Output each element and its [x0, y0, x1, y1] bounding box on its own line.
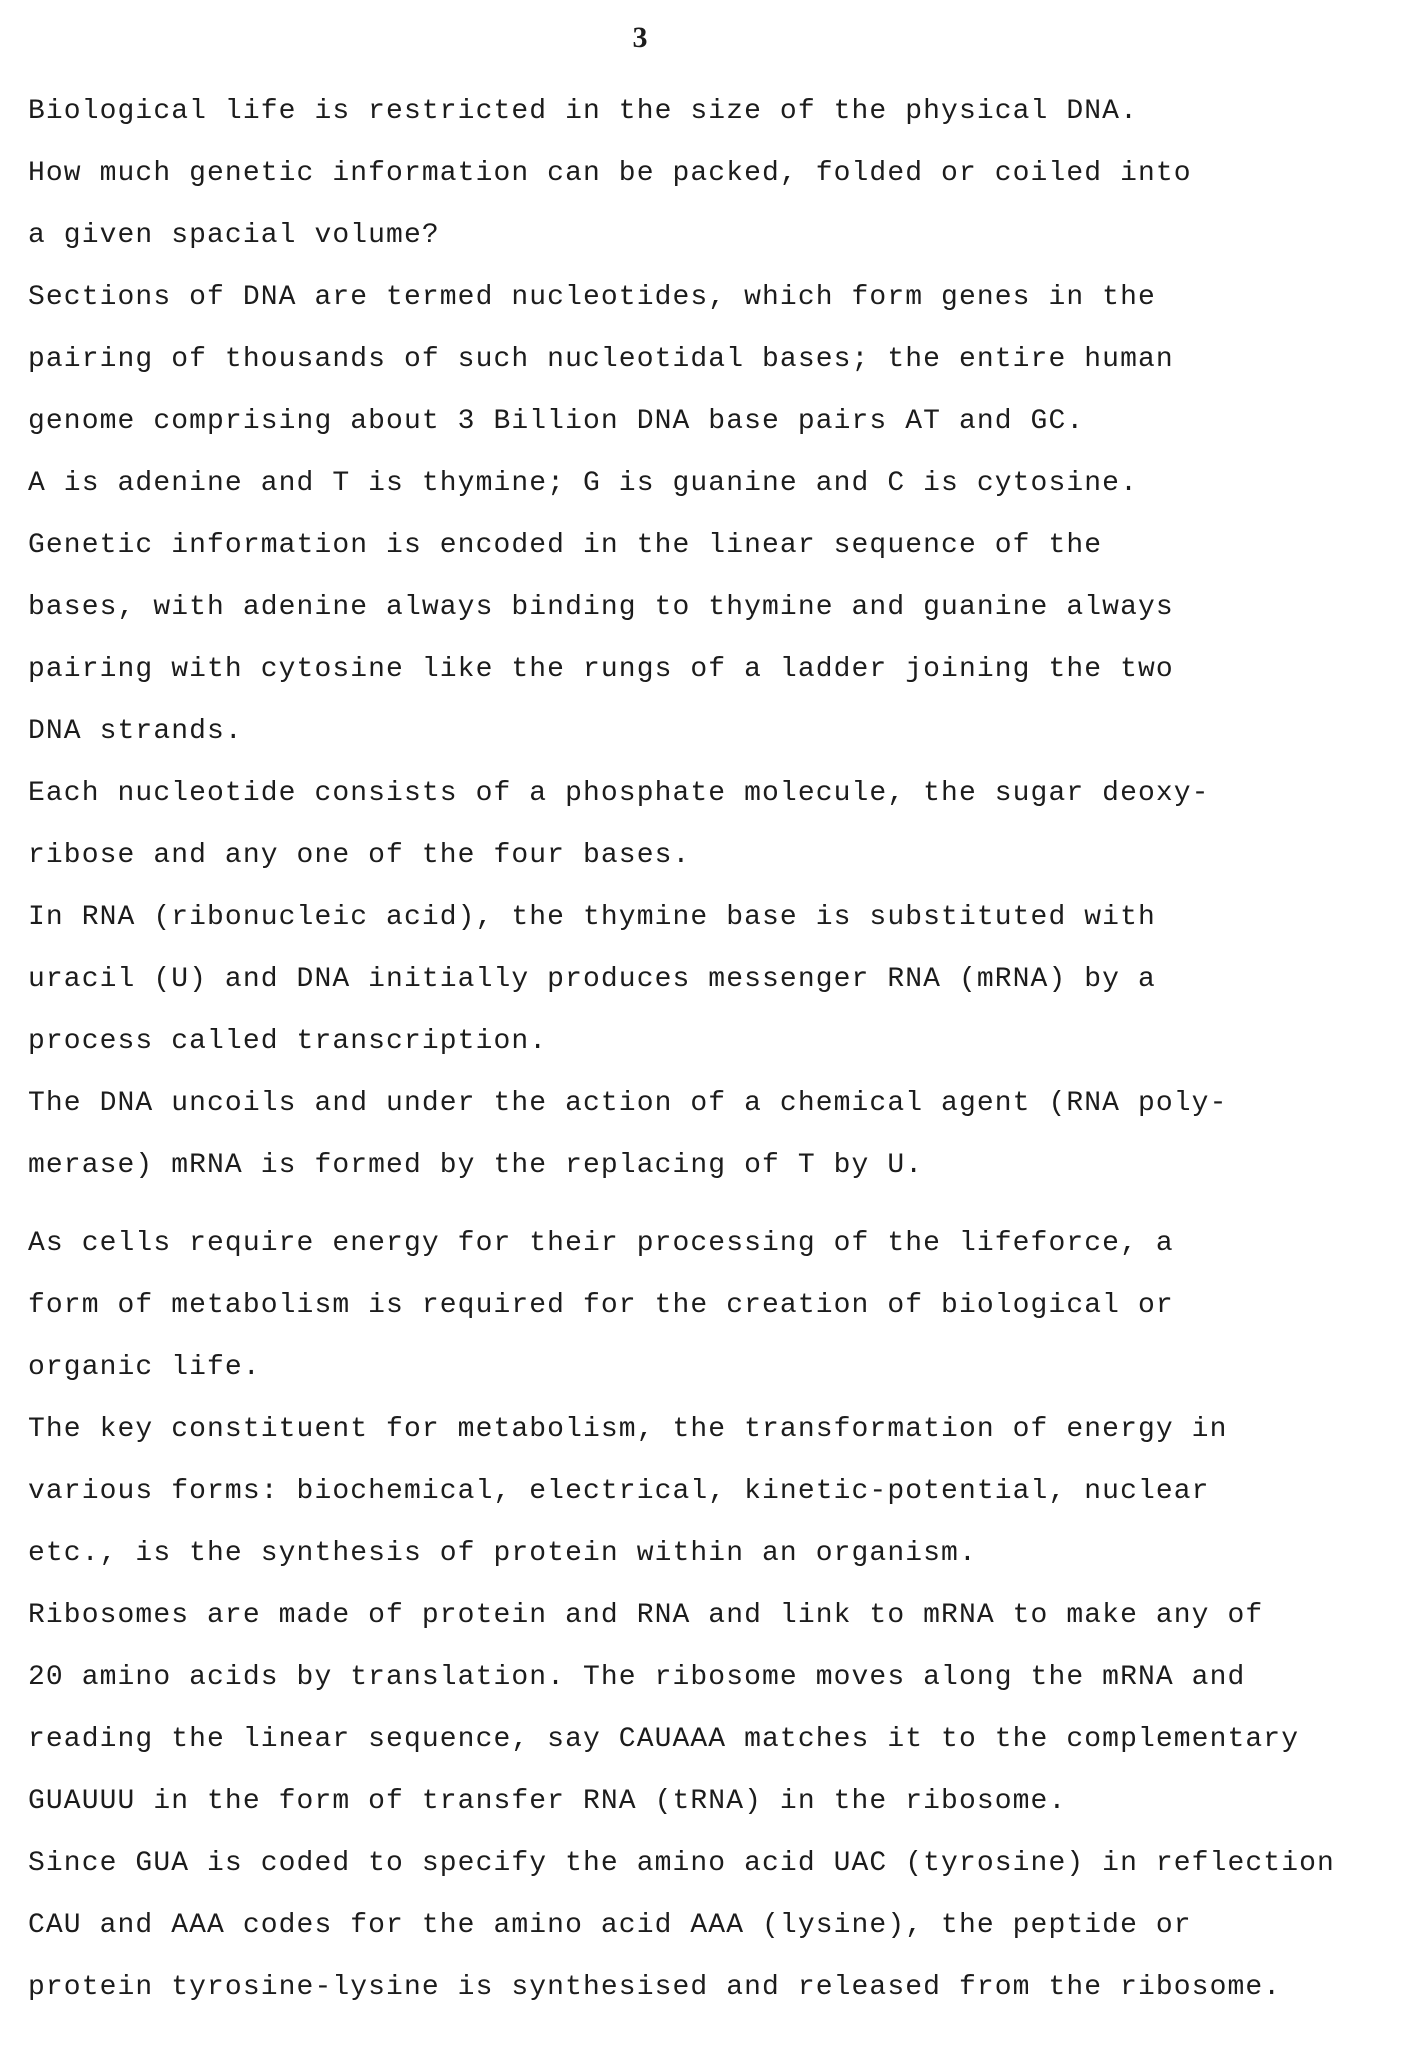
text-line: etc., is the synthesis of protein within an organism.: [28, 1538, 977, 1569]
text-line: process called transcription.: [28, 1026, 548, 1057]
text-line: uracil (U) and DNA initially produces messenger RNA (mRNA) by a: [28, 964, 1156, 995]
text-line: pairing with cytosine like the rungs of a ladder joining the two: [28, 654, 1174, 685]
text-line: genome comprising about 3 Billion DNA base pairs AT and GC.: [28, 406, 1085, 437]
text-line: ribose and any one of the four bases.: [28, 840, 691, 871]
text-line: Genetic information is encoded in the linear sequence of the: [28, 530, 1103, 561]
text-line: Ribosomes are made of protein and RNA and link to mRNA to make any of: [28, 1600, 1264, 1631]
text-line: CAU and AAA codes for the amino acid AAA (lysine), the peptide or: [28, 1910, 1192, 1941]
page-number: 3: [632, 21, 648, 54]
text-line: protein tyrosine-lysine is synthesised and released from the ribosome.: [28, 1972, 1282, 2003]
text-line: various forms: biochemical, electrical, kinetic-potential, nuclear: [28, 1476, 1210, 1507]
text-line: merase) mRNA is formed by the replacing of T by U.: [28, 1150, 924, 1181]
text-line: The DNA uncoils and under the action of a chemical agent (RNA poly-: [28, 1088, 1228, 1119]
text-line: 20 amino acids by translation. The ribosome moves along the mRNA and: [28, 1662, 1246, 1693]
text-line: form of metabolism is required for the creation of biological or: [28, 1290, 1174, 1321]
text-line: bases, with adenine always binding to thymine and guanine always: [28, 592, 1174, 623]
text-line: A is adenine and T is thymine; G is guanine and C is cytosine.: [28, 468, 1138, 499]
text-line: As cells require energy for their processing of the lifeforce, a: [28, 1228, 1174, 1259]
text-line: a given spacial volume?: [28, 220, 440, 251]
text-line: pairing of thousands of such nucleotidal bases; the entire human: [28, 344, 1174, 375]
text-line: The key constituent for metabolism, the transformation of energy in: [28, 1414, 1228, 1445]
text-line: Since GUA is coded to specify the amino acid UAC (tyrosine) in reflection: [28, 1848, 1335, 1879]
text-line: DNA strands.: [28, 716, 243, 747]
text-line: Sections of DNA are termed nucleotides, which form genes in the: [28, 282, 1156, 313]
text-line: organic life.: [28, 1352, 261, 1383]
text-line: Each nucleotide consists of a phosphate molecule, the sugar deoxy-: [28, 778, 1210, 809]
text-line: In RNA (ribonucleic acid), the thymine base is substituted with: [28, 902, 1156, 933]
text-line: GUAUUU in the form of transfer RNA (tRNA) in the ribosome.: [28, 1786, 1067, 1817]
text-line: Biological life is restricted in the size of the physical DNA.: [28, 96, 1138, 127]
text-line: How much genetic information can be packed, folded or coiled into: [28, 158, 1192, 189]
text-line: reading the linear sequence, say CAUAAA matches it to the complementary: [28, 1724, 1300, 1755]
